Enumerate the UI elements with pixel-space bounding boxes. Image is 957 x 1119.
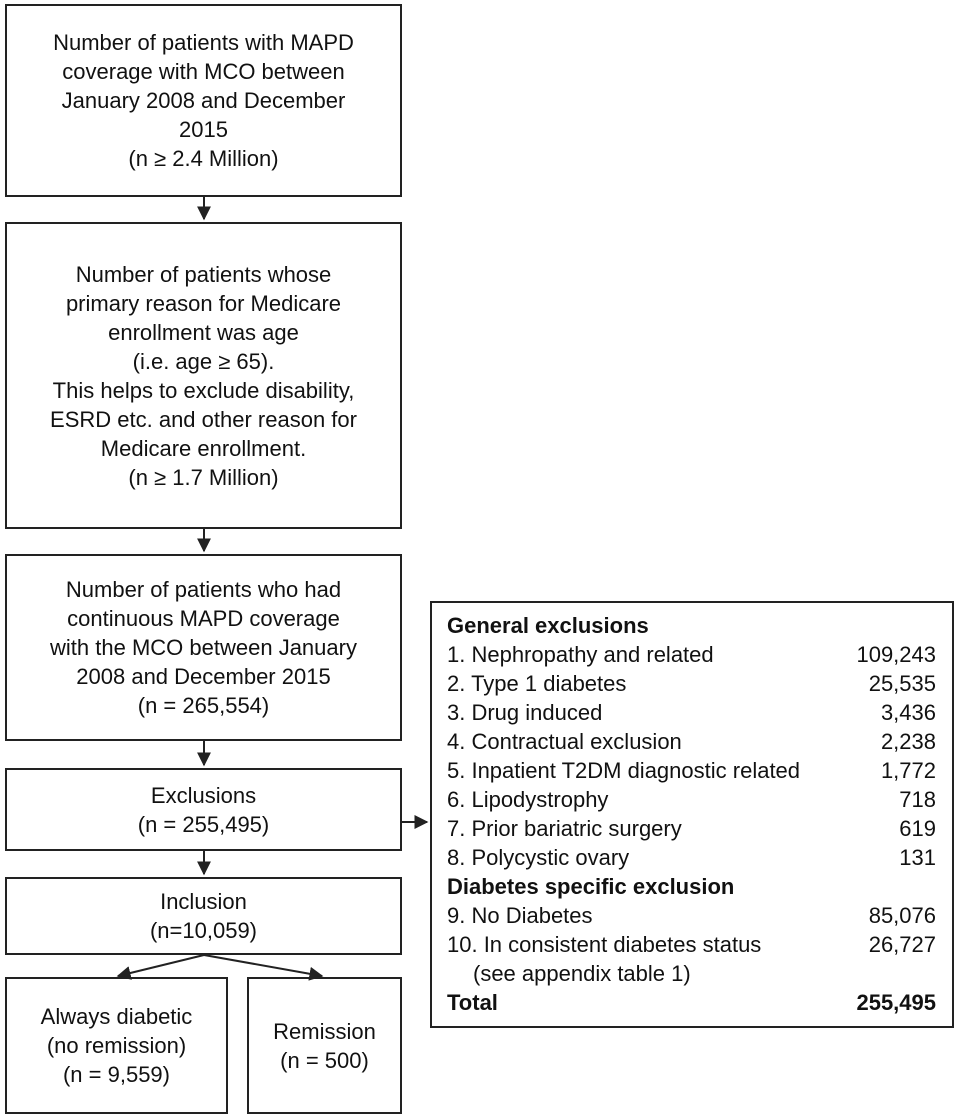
box-line: (n = 9,559) <box>62 1062 170 1087</box>
box-line: enrollment was age <box>108 319 299 345</box>
exclusion-row <box>447 698 936 727</box>
total-row <box>447 988 936 1017</box>
exclusion-row <box>447 814 936 843</box>
exclusion-label: 6. Lipodystrophy <box>447 787 609 812</box>
box-mapd-coverage <box>5 4 402 197</box>
exclusion-count: 3,436 <box>880 700 936 725</box>
box-line: continuous MAPD coverage <box>67 606 340 631</box>
box-exclusions <box>5 768 402 851</box>
box-line: coverage with MCO between <box>62 59 345 84</box>
box-inclusion <box>5 877 402 955</box>
exclusion-label: 1. Nephropathy and related <box>447 642 714 667</box>
box-line: (no remission) <box>46 1033 187 1058</box>
box-line: Number of patients whose <box>75 261 332 287</box>
box-line: Remission <box>273 1018 376 1044</box>
exclusion-label: 7. Prior bariatric surgery <box>447 816 682 841</box>
box-line: (n ≥ 1.7 Million) <box>128 464 279 490</box>
box-line: Exclusions <box>150 782 257 808</box>
exclusion-row <box>447 727 936 756</box>
box-line: with the MCO between January <box>50 635 357 660</box>
box-line: This helps to exclude disability, <box>52 377 355 403</box>
box-line: January 2008 and December <box>61 88 346 113</box>
exclusion-label: 5. Inpatient T2DM diagnostic related <box>447 758 801 783</box>
total-label: Total <box>447 990 498 1015</box>
arrow-inclusion-to-always-diabetic <box>118 955 204 976</box>
exclusion-row <box>447 669 936 698</box>
box-line: ESRD etc. and other reason for <box>50 406 357 432</box>
exclusion-count: 85,076 <box>868 903 936 928</box>
exclusion-label: 9. No Diabetes <box>447 903 593 928</box>
diabetes-exclusion-heading: Diabetes specific exclusion <box>447 874 735 899</box>
exclusion-row <box>447 843 936 872</box>
box-line: Medicare enrollment. <box>100 435 307 461</box>
box-line: (i.e. age ≥ 65). <box>132 348 275 374</box>
box-remission <box>247 977 402 1114</box>
box-line: Inclusion <box>160 889 247 914</box>
box-always-diabetic <box>5 977 228 1114</box>
box-line: (n ≥ 2.4 Million) <box>128 146 279 171</box>
box-line: Always diabetic <box>40 1004 193 1029</box>
exclusion-count: 109,243 <box>856 642 936 667</box>
exclusion-row <box>447 756 936 785</box>
box-line: (n = 500) <box>280 1047 369 1073</box>
exclusion-count: 619 <box>899 816 936 841</box>
total-value: 255,495 <box>856 990 936 1015</box>
box-line: Number of patients with MAPD <box>53 30 354 55</box>
exclusion-label: 8. Polycystic ovary <box>447 845 630 870</box>
exclusion-row <box>447 785 936 814</box>
box-line: Number of patients who had <box>65 577 342 602</box>
exclusion-count: 26,727 <box>868 932 936 957</box>
box-line: (n=10,059) <box>149 918 258 943</box>
box-line: 2015 <box>179 117 228 142</box>
exclusion-count: 718 <box>899 787 936 812</box>
exclusion-row <box>447 640 936 669</box>
arrow-inclusion-to-remission <box>204 955 322 976</box>
exclusion-row <box>447 901 936 930</box>
appendix-note: (see appendix table 1) <box>473 961 691 986</box>
exclusions-table <box>430 601 954 1028</box>
box-continuous-coverage <box>5 554 402 741</box>
box-line: 2008 and December 2015 <box>76 664 331 689</box>
general-exclusions-heading: General exclusions <box>447 613 649 638</box>
exclusion-count: 25,535 <box>868 671 936 696</box>
box-age-enrollment <box>5 222 402 529</box>
exclusion-row <box>447 930 936 959</box>
exclusion-label: 10. In consistent diabetes status <box>447 932 762 957</box>
exclusion-count: 2,238 <box>880 729 936 754</box>
box-line: primary reason for Medicare <box>65 290 342 316</box>
exclusion-label: 3. Drug induced <box>447 700 603 725</box>
box-line: (n = 255,495) <box>137 811 270 837</box>
exclusion-count: 1,772 <box>880 758 936 783</box>
box-line: (n = 265,554) <box>137 693 270 718</box>
exclusion-label: 4. Contractual exclusion <box>447 729 682 754</box>
exclusion-count: 131 <box>899 845 936 870</box>
exclusion-label: 2. Type 1 diabetes <box>447 671 627 696</box>
